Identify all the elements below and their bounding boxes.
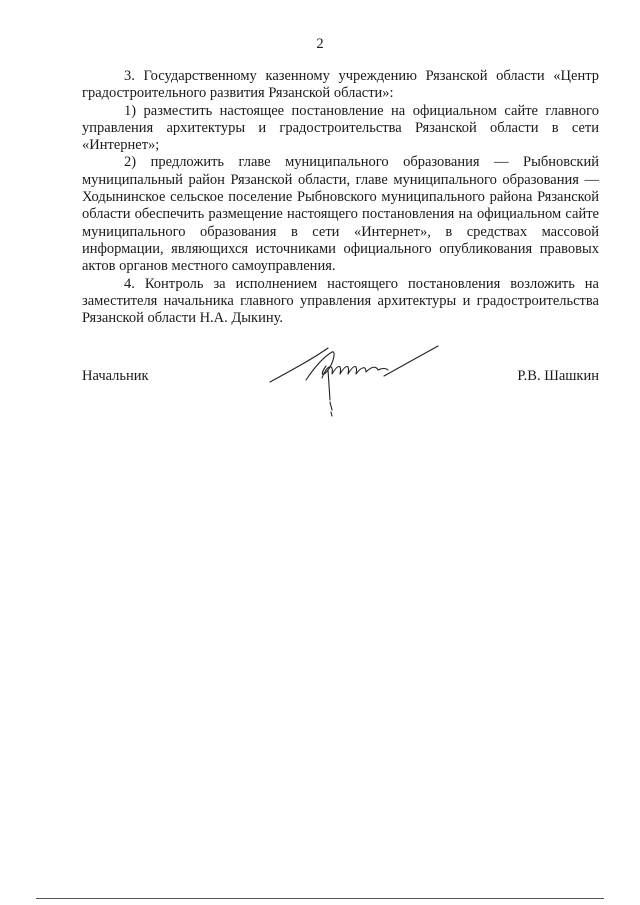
footer-rule xyxy=(36,898,604,899)
page-number: 2 xyxy=(316,36,324,52)
paragraph-subitem-2: 2) предложить главе муниципального образования — Рыбновский муниципальный район Рязанской области, главе муниципального образования — Ходынинское сельское поселение Рыбновского муниципального района Рязанской области обеспечить размещение настоящего постановления на официальном сайте муниципального образования в сети «Интернет», в средствах массовой информации, являющихся источниками официального опубликования правовых актов органов местного самоуправления. xyxy=(82,154,599,275)
signatory-name: Р.В. Шашкин xyxy=(517,368,599,384)
paragraph-item-3: 3. Государственному казенному учреждению Рязанской области «Центр градостроительного развития Рязанской области»: xyxy=(82,68,599,102)
handwritten-signature xyxy=(262,340,442,430)
document-body xyxy=(82,68,599,327)
paragraph-item-4: 4. Контроль за исполнением настоящего постановления возложить на заместителя начальника главного управления архитектуры и градостроительства Рязанской области Н.А. Дыкину. xyxy=(82,275,599,327)
paragraph-subitem-1: 1) разместить настоящее постановление на официальном сайте главного управления архитектуры и градостроительства Рязанской области в сети «Интернет»; xyxy=(82,102,599,154)
signatory-position: Начальник xyxy=(82,368,149,384)
